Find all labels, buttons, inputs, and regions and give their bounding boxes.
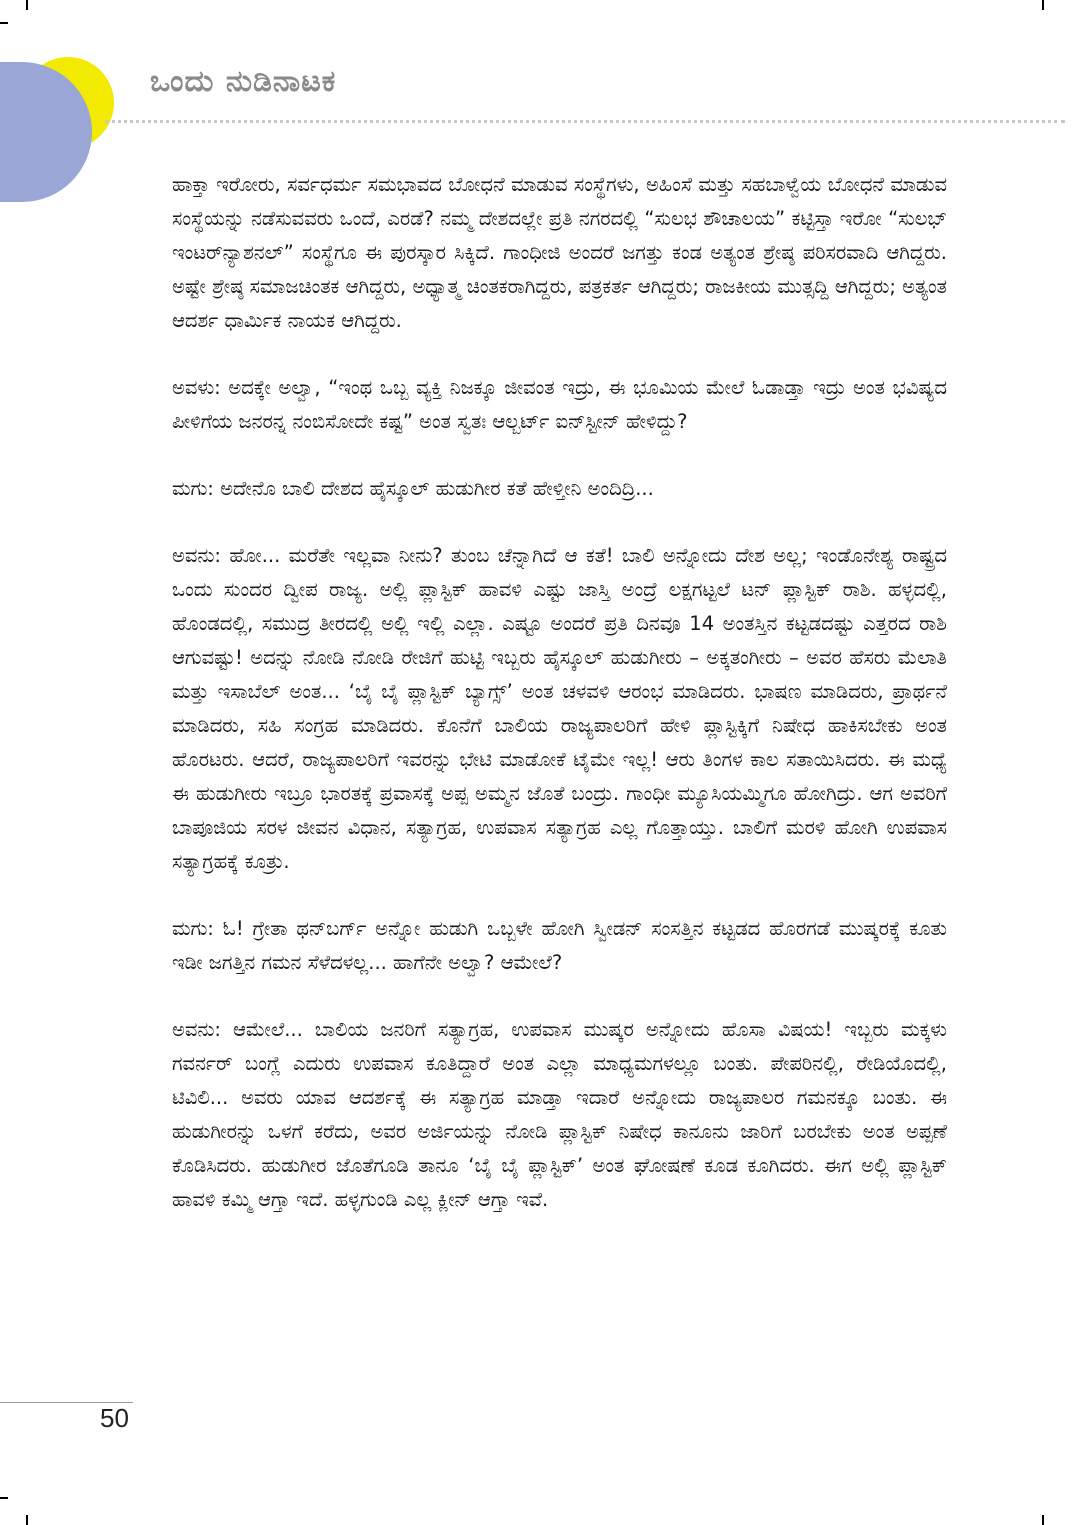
paragraph: ಅವನು: ಹೋ... ಮರೆತೇ ಇಲ್ಲವಾ ನೀನು? ತುಂಬ ಚೆನ್ನಾಗಿದೆ ಆ ಕತೆ! ಬಾಲಿ ಅನ್ನೋದು ದೇಶ ಅಲ್ಲ; ಇಂಡೊನೇಶ್ಯ ರಾಷ್ಟ್ರದ ಒಂದು ಸುಂದರ ದ್ವೀಪ ರಾಜ್ಯ. ಅಲ್ಲಿ ಪ್ಲಾಸ್ಟಿಕ್ ಹಾವಳಿ ಎಷ್ಟು ಜಾಸ್ತಿ ಅಂದ್ರೆ ಲಕ್ಷಗಟ್ಟಲೆ ಟನ್ ಪ್ಲಾಸ್ಟಿಕ್ ರಾಶಿ. ಹಳ್ಳದಲ್ಲಿ, ಹೊಂಡದಲ್ಲಿ, ಸಮುದ್ರ ತೀರದಲ್ಲಿ ಅಲ್ಲಿ ಇಲ್ಲಿ ಎಲ್ಲಾ. ಎಷ್ಟೂ ಅಂದರೆ ಪ್ರತಿ ದಿನವೂ 14 ಅಂತಸ್ತಿನ ಕಟ್ಟಡದಷ್ಟು ಎತ್ತರದ ರಾಶಿ ಆಗುವಷ್ಟು! ಅದನ್ನು ನೋಡಿ ನೋಡಿ ರೇಜಿಗೆ ಹುಟ್ಟಿ ಇಬ್ಬರು ಹೈಸ್ಕೂಲ್ ಹುಡುಗೀರು – ಅಕ್ಕತಂಗೀರು – ಅವರ ಹೆಸರು ಮೆಲಾತಿ ಮತ್ತು ಇಸಾಬೆಲ್ ಅಂತ... ‘ಬೈ ಬೈ ಪ್ಲಾಸ್ಟಿಕ್ ಬ್ಯಾಗ್ಸ್’ ಅಂತ ಚಳವಳಿ ಆರಂಭ ಮಾಡಿದರು. ಭಾಷಣ ಮಾಡಿದರು, ಪ್ರಾರ್ಥನೆ ಮಾಡಿದರು, ಸಹಿ ಸಂಗ್ರಹ ಮಾಡಿದರು. ಕೊನೆಗೆ ಬಾಲಿಯ ರಾಜ್ಯಪಾಲರಿಗೆ ಹೇಳಿ ಪ್ಲಾಸ್ಟಿಕ್ಕಿಗೆ ನಿಷೇಧ ಹಾಕಿಸಬೇಕು ಅಂತ ಹೊರಟರು. ಆದರೆ, ರಾಜ್ಯಪಾಲರಿಗೆ ಇವರನ್ನು ಭೇಟಿ ಮಾಡೋಕೆ ಟೈಮೇ ಇಲ್ಲ! ಆರು ತಿಂಗಳ ಕಾಲ ಸತಾಯಿಸಿದರು. ಈ ಮಧ್ಯೆ ಈ ಹುಡುಗೀರು ಇಬ್ರೂ ಭಾರತಕ್ಕೆ ಪ್ರವಾಸಕ್ಕೆ ಅಪ್ಪ ಅಮ್ಮನ ಜೊತೆ ಬಂದ್ರು. ಗಾಂಧೀ ಮ್ಯೂಸಿಯಮ್ಮಿಗೂ ಹೋಗಿದ್ರು. ಆಗ ಅವರಿಗೆ ಬಾಪೂಜಿಯ ಸರಳ ಜೀವನ ವಿಧಾನ, ಸತ್ಯಾಗ್ರಹ, ಉಪವಾಸ ಸತ್ಯಾಗ್ರಹ ಎಲ್ಲ ಗೊತ್ತಾಯ್ತು. ಬಾಲಿಗೆ ಮರಳಿ ಹೋಗಿ ಉಪವಾಸ ಸತ್ಯಾಗ್ರಹಕ್ಕೆ ಕೂತ್ರು. [172, 544, 947, 873]
paragraph: ಅವಳು: ಅದಕ್ಕೇ ಅಲ್ವಾ, “ಇಂಥ ಒಬ್ಬ ವ್ಯಕ್ತಿ ನಿಜಕ್ಕೂ ಜೀವಂತ ಇದ್ರು, ಈ ಭೂಮಿಯ ಮೇಲೆ ಓಡಾಡ್ತಾ ಇದ್ರು ಅಂತ ಭವಿಷ್ಯದ ಪೀಳಿಗೆಯ ಜನರನ್ನ ನಂಬಿಸೋದೇ ಕಷ್ಟ” ಅಂತ ಸ್ವತಃ ಆಲ್ಬರ್ಟ್ ಐನ್‌ಸ್ಟೀನ್ ಹೇಳಿದ್ದು? [172, 376, 947, 433]
crop-mark [26, 1515, 28, 1525]
header-dotted-rule [105, 120, 1065, 123]
paragraph: ಮಗು: ಓ! ಗ್ರೇತಾ ಥನ್‌ಬರ್ಗ್ ಅನ್ನೋ ಹುಡುಗಿ ಒಬ್ಬಳೇ ಹೋಗಿ ಸ್ವೀಡನ್ ಸಂಸತ್ತಿನ ಕಟ್ಟಡದ ಹೊರಗಡೆ ಮುಷ್ಕರಕ್ಕೆ ಕೂತು ಇಡೀ ಜಗತ್ತಿನ ಗಮನ ಸೆಳೆದಳಲ್ಲ... ಹಾಗೆನೇ ಅಲ್ವಾ? ಆಮೇಲೆ? [172, 917, 947, 974]
header-decoration-circles [0, 50, 120, 210]
paragraph: ಅವನು: ಆಮೇಲೆ... ಬಾಲಿಯ ಜನರಿಗೆ ಸತ್ಯಾಗ್ರಹ, ಉಪವಾಸ ಮುಷ್ಕರ ಅನ್ನೋದು ಹೊಸಾ ವಿಷಯ! ಇಬ್ಬರು ಮಕ್ಕಳು ಗವರ್ನರ್ ಬಂಗ್ಲೆ ಎದುರು ಉಪವಾಸ ಕೂತಿದ್ದಾರೆ ಅಂತ ಎಲ್ಲಾ ಮಾಧ್ಯಮಗಳಲ್ಲೂ ಬಂತು. ಪೇಪರಿನಲ್ಲಿ, ರೇಡಿಯೊದಲ್ಲಿ, ಟಿವಿಲಿ... ಅವರು ಯಾವ ಆದರ್ಶಕ್ಕೆ ಈ ಸತ್ಯಾಗ್ರಹ ಮಾಡ್ತಾ ಇದಾರೆ ಅನ್ನೋದು ರಾಜ್ಯಪಾಲರ ಗಮನಕ್ಕೂ ಬಂತು. ಈ ಹುಡುಗೀರನ್ನು ಒಳಗೆ ಕರೆದು, ಅವರ ಅರ್ಜಿಯನ್ನು ನೋಡಿ ಪ್ಲಾಸ್ಟಿಕ್ ನಿಷೇಧ ಕಾನೂನು ಜಾರಿಗೆ ಬರಬೇಕು ಅಂತ ಅಪ್ಪಣೆ ಕೊಡಿಸಿದರು. ಹುಡುಗೀರ ಜೊತೆಗೂಡಿ ತಾನೂ ‘ಬೈ ಬೈ ಪ್ಲಾಸ್ಟಿಕ್’ ಅಂತ ಘೋಷಣೆ ಕೂಡ ಕೂಗಿದರು. ಈಗ ಅಲ್ಲಿ ಪ್ಲಾಸ್ಟಿಕ್ ಹಾವಳಿ ಕಮ್ಮಿ ಆಗ್ತಾ ಇದೆ. ಹಳ್ಳಗುಂಡಿ ಎಲ್ಲ ಕ್ಲೀನ್ ಆಗ್ತಾ ಇವೆ. [172, 1018, 947, 1211]
main-text-column [172, 168, 947, 1250]
crop-mark [0, 22, 8, 24]
chapter-title: ಒಂದು ನುಡಿನಾಟಕ [150, 64, 337, 99]
crop-mark [1042, 1515, 1044, 1525]
page-number: 50 [100, 1403, 129, 1433]
paragraph: ಮಗು: ಅದೇನೊ ಬಾಲಿ ದೇಶದ ಹೈಸ್ಕೂಲ್ ಹುಡುಗೀರ ಕತೆ ಹೇಳ್ತೀನಿ ಅಂದಿದ್ರಿ... [172, 477, 654, 500]
paragraph: ಹಾಕ್ತಾ ಇರೋರು, ಸರ್ವಧರ್ಮ ಸಮಭಾವದ ಬೋಧನೆ ಮಾಡುವ ಸಂಸ್ಥೆಗಳು, ಅಹಿಂಸೆ ಮತ್ತು ಸಹಬಾಳ್ವೆಯ ಬೋಧನೆ ಮಾಡುವ ಸಂಸ್ಥೆಯನ್ನು ನಡೆಸುವವರು ಒಂದೆ, ಎರಡೆ? ನಮ್ಮ ದೇಶದಲ್ಲೇ ಪ್ರತಿ ನಗರದಲ್ಲಿ “ಸುಲಭ ಶೌಚಾಲಯ” ಕಟ್ಟಿಸ್ತಾ ಇರೋ “ಸುಲಭ್ ಇಂಟರ್‌ನ್ಯಾಶನಲ್” ಸಂಸ್ಥೆಗೂ ಈ ಪುರಸ್ಕಾರ ಸಿಕ್ಕಿದೆ. ಗಾಂಧೀಜಿ ಅಂದರೆ ಜಗತ್ತು ಕಂಡ ಅತ್ಯಂತ ಶ್ರೇಷ್ಠ ಪರಿಸರವಾದಿ ಆಗಿದ್ದರು. ಅಷ್ಟೇ ಶ್ರೇಷ್ಠ ಸಮಾಜಚಿಂತಕ ಆಗಿದ್ದರು, ಅಧ್ಯಾತ್ಮ ಚಿಂತಕರಾಗಿದ್ದರು, ಪತ್ರಕರ್ತ ಆಗಿದ್ದರು; ರಾಜಕೀಯ ಮುತ್ಸದ್ದಿ ಆಗಿದ್ದರು; ಅತ್ಯಂತ ಆದರ್ಶ ಧಾರ್ಮಿಕ ನಾಯಕ ಆಗಿದ್ದರು. [172, 173, 947, 332]
crop-mark [1042, 0, 1044, 10]
crop-mark [0, 1497, 8, 1499]
crop-mark [26, 0, 28, 10]
